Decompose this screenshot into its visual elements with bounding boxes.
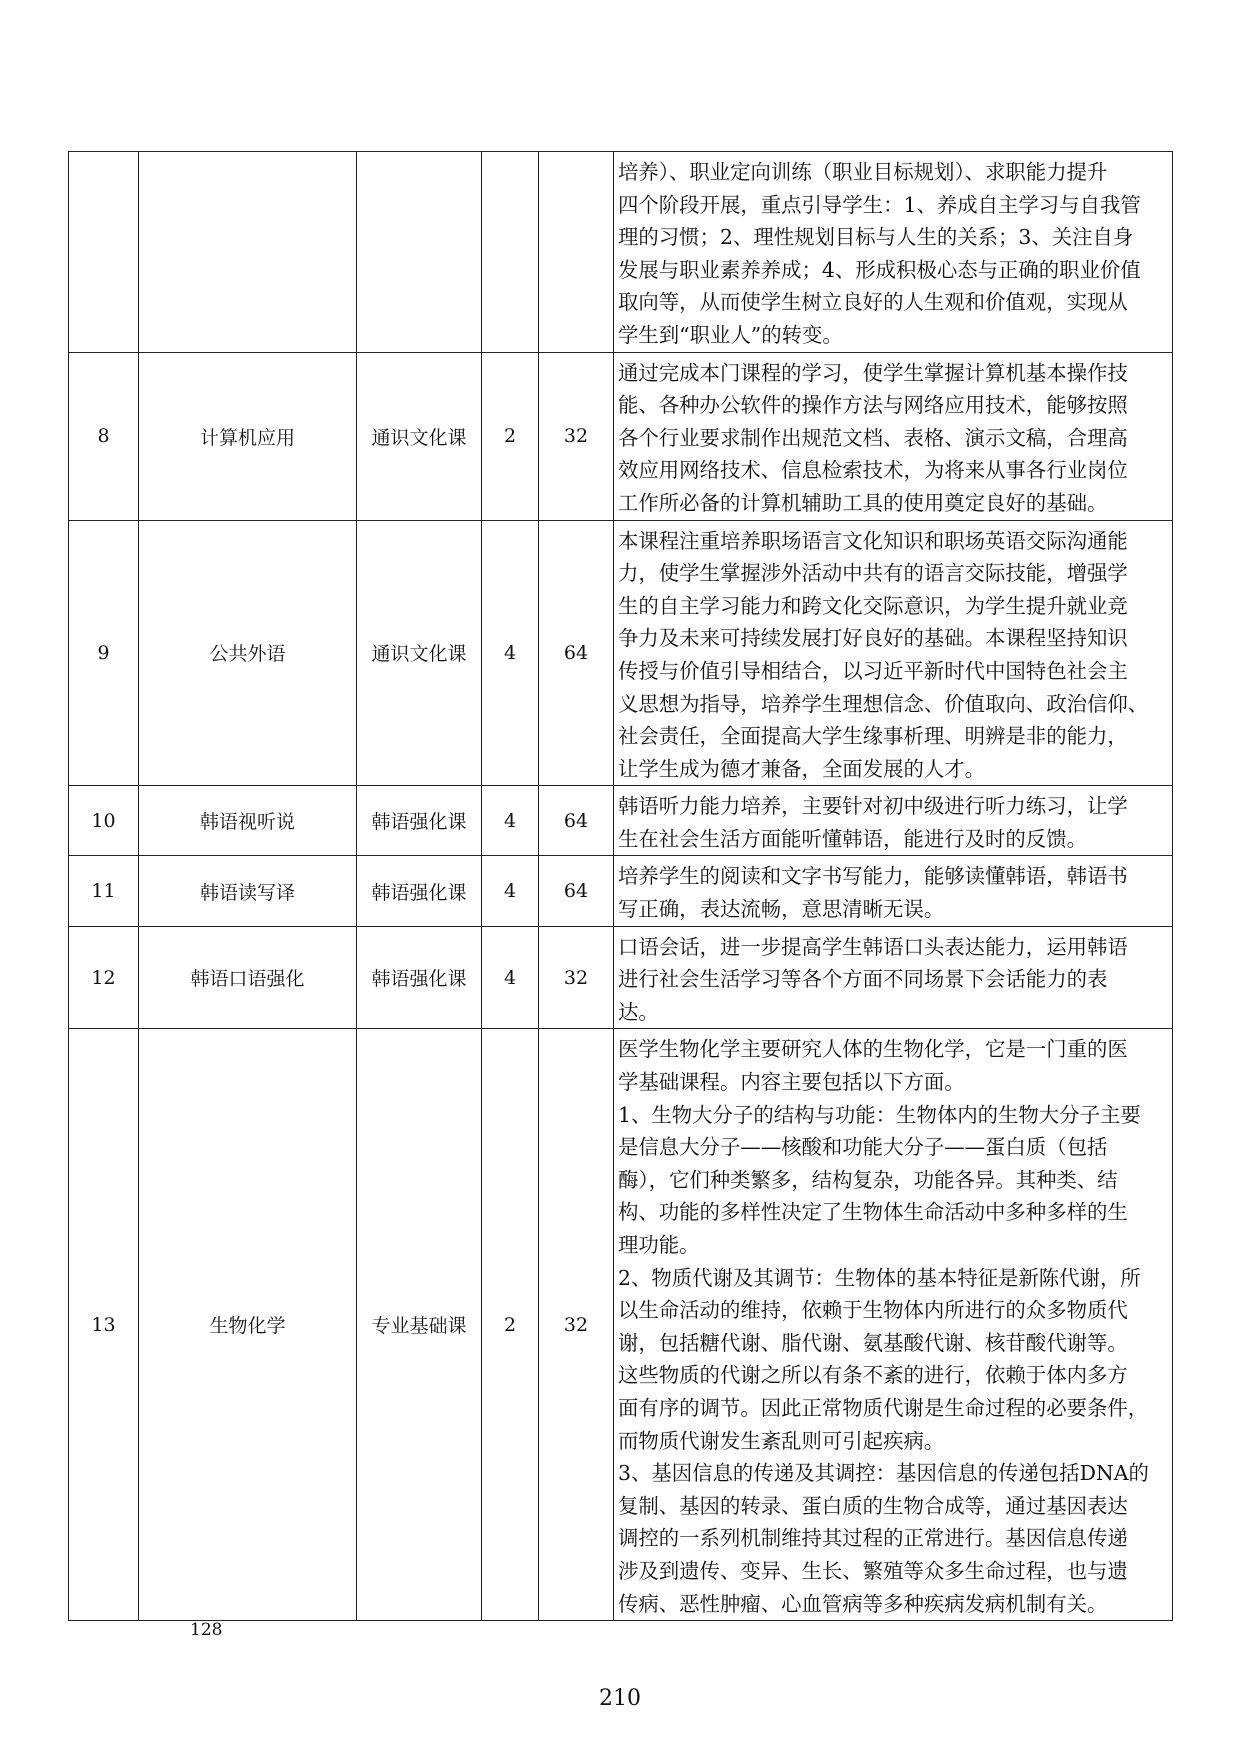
description-line: 通过完成本门课程的学习，使学生掌握计算机基本操作技: [618, 360, 1128, 385]
description-line: 2、物质代谢及其调节：生物体的基本特征是新陈代谢，所: [618, 1265, 1141, 1290]
table-row: [69, 786, 1173, 856]
description-line: 而物质代谢发生紊乱则可引起疾病。: [618, 1428, 945, 1453]
course-description-cell: [614, 352, 1173, 520]
course-description-cell: [614, 1029, 1173, 1621]
course-number-cell: 9: [69, 520, 139, 786]
course-credits-cell: 4: [482, 856, 539, 926]
description-line: 调控的一系列机制维持其过程的正常进行。基因信息传递: [618, 1526, 1128, 1551]
description-line: 效应用网络技术、信息检索技术，为将来从事各行业岗位: [618, 458, 1128, 483]
description-line: 口语会话，进一步提高学生韩语口头表达能力，运用韩语: [618, 934, 1128, 959]
description-line: 构、功能的多样性决定了生物体生命活动中多种多样的生: [618, 1200, 1128, 1225]
description-line: 是信息大分子——核酸和功能大分子——蛋白质（包括: [618, 1135, 1108, 1160]
course-type-cell: 韩语强化课: [357, 856, 482, 926]
course-type-cell: 韩语强化课: [357, 786, 482, 856]
description-line: 面有序的调节。因此正常物质代谢是生命过程的必要条件，: [618, 1395, 1149, 1420]
course-hours-cell: 32: [539, 352, 614, 520]
description-line: 理功能。: [618, 1233, 700, 1257]
description-line: 生在社会生活方面能听懂韩语，能进行及时的反馈。: [618, 826, 1087, 851]
course-hours-cell: 64: [539, 856, 614, 926]
description-line: 让学生成为德才兼备，全面发展的人才。: [618, 756, 986, 781]
description-line: 争力及未来可持续发展打好良好的基础。本课程坚持知识: [618, 626, 1128, 651]
course-description-cell: [614, 856, 1173, 926]
course-name-cell: [139, 152, 357, 353]
description-line: 力，使学生掌握涉外活动中共有的语言交际技能，增强学: [618, 561, 1128, 586]
description-line: 社会责任，全面提高大学生缘事析理、明辨是非的能力，: [618, 724, 1128, 749]
description-line: 进行社会生活学习等各个方面不同场景下会话能力的表: [618, 967, 1108, 992]
course-hours-cell: 64: [539, 520, 614, 786]
description-line: 工作所必备的计算机辅助工具的使用奠定良好的基础。: [618, 490, 1108, 515]
description-line: 复制、基因的转录、蛋白质的生物合成等，通过基因表达: [618, 1493, 1128, 1518]
course-name-cell: 计算机应用: [139, 352, 357, 520]
description-line: 以生命活动的维持，依赖于生物体内所进行的众多物质代: [618, 1298, 1128, 1323]
course-type-cell: 专业基础课: [357, 1029, 482, 1621]
course-credits-cell: 4: [482, 786, 539, 856]
course-description-cell: [614, 152, 1173, 353]
description-line: 谢，包括糖代谢、脂代谢、氨基酸代谢、核苷酸代谢等。: [618, 1330, 1128, 1355]
course-type-cell: [357, 152, 482, 353]
course-credits-cell: 2: [482, 1029, 539, 1621]
course-name-cell: 韩语口语强化: [139, 926, 357, 1029]
description-line: 韩语听力能力培养，主要针对初中级进行听力练习，让学: [618, 794, 1128, 819]
table-row: [69, 856, 1173, 926]
course-name-cell: 韩语读写译: [139, 856, 357, 926]
description-line: 传授与价值引导相结合，以习近平新时代中国特色社会主: [618, 658, 1128, 683]
description-line: 学生到“职业人”的转变。: [618, 322, 843, 347]
description-line: 发展与职业素养养成；4、形成积极心态与正确的职业价值: [618, 257, 1141, 282]
course-name-cell: 公共外语: [139, 520, 357, 786]
description-line: 四个阶段开展，重点引导学生：1、养成自主学习与自我管: [618, 192, 1141, 217]
course-credits-cell: 4: [482, 520, 539, 786]
course-description-cell: [614, 786, 1173, 856]
course-type-cell: 通识文化课: [357, 520, 482, 786]
course-name-cell: 韩语视听说: [139, 786, 357, 856]
description-line: 各个行业要求制作出规范文档、表格、演示文稿，合理高: [618, 425, 1128, 450]
description-line: 达。: [618, 999, 659, 1024]
course-number-cell: 13: [69, 1029, 139, 1621]
course-hours-cell: 64: [539, 786, 614, 856]
course-number-cell: 11: [69, 856, 139, 926]
course-number-cell: 8: [69, 352, 139, 520]
description-line: 写正确，表达流畅，意思清晰无误。: [618, 897, 945, 922]
description-line: 传病、恶性肿瘤、心血管病等多种疾病发病机制有关。: [618, 1591, 1108, 1616]
footer-small-number: 128: [190, 1620, 223, 1640]
course-description-cell: [614, 926, 1173, 1029]
course-hours-cell: 32: [539, 926, 614, 1029]
description-line: 能、各种办公软件的操作方法与网络应用技术，能够按照: [618, 393, 1128, 418]
description-line: 义思想为指导，培养学生理想信念、价值取向、政治信仰、: [618, 691, 1149, 716]
description-line: 涉及到遗传、变异、生长、繁殖等众多生命过程，也与遗: [618, 1558, 1128, 1583]
description-line: 生的自主学习能力和跨文化交际意识，为学生提升就业竞: [618, 593, 1128, 618]
footer-page-number: 210: [599, 1686, 641, 1711]
course-number-cell: [69, 152, 139, 353]
description-line: 3、基因信息的传递及其调控：基因信息的传递包括DNA的: [618, 1461, 1149, 1486]
description-line: 医学生物化学主要研究人体的生物化学，它是一门重的医: [618, 1037, 1128, 1062]
table-row: [69, 352, 1173, 520]
course-type-cell: 韩语强化课: [357, 926, 482, 1029]
description-line: 1、生物大分子的结构与功能：生物体内的生物大分子主要: [618, 1102, 1141, 1127]
table-row: [69, 520, 1173, 786]
description-line: 酶），它们种类繁多，结构复杂，功能各异。其种类、结: [618, 1167, 1118, 1192]
table-row: [69, 152, 1173, 353]
description-line: 这些物质的代谢之所以有条不紊的进行，依赖于体内多方: [618, 1363, 1128, 1388]
description-line: 取向等，从而使学生树立良好的人生观和价值观，实现从: [618, 290, 1128, 315]
table-row: [69, 926, 1173, 1029]
course-hours-cell: 32: [539, 1029, 614, 1621]
table-row: [69, 1029, 1173, 1621]
course-type-cell: 通识文化课: [357, 352, 482, 520]
course-credits-cell: [482, 152, 539, 353]
description-line: 培养）、职业定向训练（职业目标规划）、求职能力提升: [618, 160, 1108, 184]
course-credits-cell: 2: [482, 352, 539, 520]
description-line: 培养学生的阅读和文字书写能力，能够读懂韩语，韩语书: [618, 864, 1128, 889]
course-description-cell: [614, 520, 1173, 786]
description-line: 理的习惯；2、理性规划目标与人生的关系；3、关注自身: [618, 225, 1134, 250]
course-credits-cell: 4: [482, 926, 539, 1029]
curriculum-table: [68, 151, 1173, 1621]
description-line: 本课程注重培养职场语言文化知识和职场英语交际沟通能: [618, 528, 1128, 553]
description-line: 学基础课程。内容主要包括以下方面。: [618, 1070, 965, 1095]
course-number-cell: 12: [69, 926, 139, 1029]
curriculum-table-body: [69, 152, 1173, 1621]
course-number-cell: 10: [69, 786, 139, 856]
course-hours-cell: [539, 152, 614, 353]
course-name-cell: 生物化学: [139, 1029, 357, 1621]
